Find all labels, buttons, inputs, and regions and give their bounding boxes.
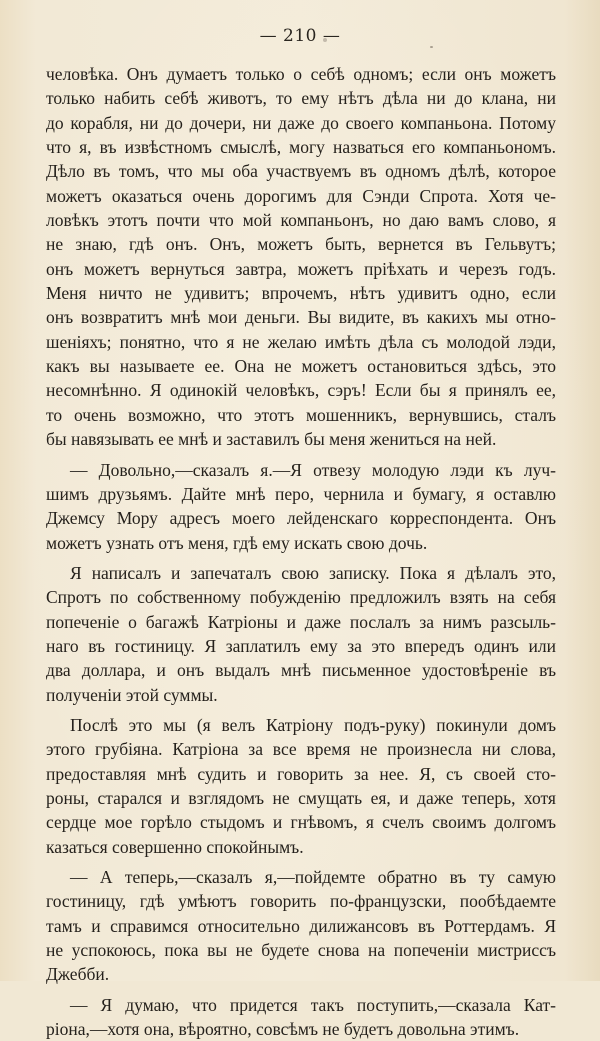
paragraph (46, 993, 556, 1041)
text-line: сердце мое горѣло стыдомъ и гнѣвомъ, я счелъ своимъ долгомъ (46, 812, 556, 833)
paper-speck (323, 38, 327, 42)
text-line: только набить себѣ животъ, то ему нѣтъ дѣла ни до клана, ни (46, 88, 556, 109)
text-line: что я, въ извѣстномъ смыслѣ, могу назваться его компаньономъ. (46, 137, 556, 158)
page-number: — 210 — (259, 26, 341, 46)
text-line: бы навязывать ее мнѣ и заставилъ бы меня жениться на ней. (46, 429, 497, 450)
text-line: полученіи этой суммы. (46, 684, 218, 705)
text-line: можетъ узнать отъ меня, гдѣ ему искать свою дочь. (46, 532, 428, 553)
text-line: до корабля, ни до дочери, ни даже до своего компаньона. Потому (46, 112, 556, 133)
text-line: Дѣло въ томъ, что мы оба участвуемъ въ одномъ дѣлѣ, которое (46, 161, 556, 182)
text-line: наго въ гостиницу. Я заплатилъ ему за это впередъ одинъ или (46, 635, 556, 656)
paragraph (46, 458, 556, 555)
text-line: ріона,—хотя она, вѣроятно, совсѣмъ не будетъ довольна этимъ. (46, 1019, 520, 1040)
paper-speck (298, 945, 300, 947)
text-line: предоставляя мнѣ судить и говорить за нее. Я, съ своей сто- (46, 763, 556, 784)
text-line: онъ возвратитъ мнѣ мои деньги. Вы видите, въ какихъ мы отно- (46, 307, 556, 328)
text-line: не знаю, гдѣ онъ. Онъ, можетъ быть, вернется въ Гельвутъ; (46, 234, 556, 255)
text-line: человѣка. Онъ думаетъ только о себѣ одномъ; если онъ можетъ (46, 64, 556, 84)
text-line: шеніяхъ; понятно, что я не желаю имѣть дѣла съ молодой лэди, (46, 331, 556, 352)
text-line: ловѣкъ этотъ почти что мой компаньонъ, но даю вамъ слово, я (46, 210, 556, 231)
text-line: попеченіе о багажѣ Катріоны и даже послалъ за нимъ разсыль- (46, 611, 556, 632)
text-line: гостиницу, гдѣ умѣютъ говорить по-французски, пообѣдаемте (46, 891, 556, 912)
text-line: Я написалъ и запечаталъ свою записку. Пока я дѣлалъ это, (70, 562, 556, 583)
paragraph (46, 713, 556, 859)
text-line: Меня ничто не удивитъ; впрочемъ, нѣтъ удивитъ одно, если (46, 283, 556, 304)
text-line: казаться совершенно спокойнымъ. (46, 836, 304, 857)
text-line: шимъ друзьямъ. Дайте мнѣ перо, чернила и бумагу, я оставлю (46, 483, 556, 504)
text-line: Джебби. (46, 964, 110, 985)
text-line: Спротъ по собственному побужденію предложилъ взять на себя (46, 587, 556, 608)
text-line: — Я думаю, что придется такъ поступить,—сказала Кат- (70, 994, 556, 1015)
paper-speck (430, 46, 433, 48)
text-line: тамъ и справимся относительно дилижансовъ въ Роттердамъ. Я (46, 915, 556, 936)
text-line: какъ вы называете ее. Она не можетъ остановиться здѣсь, это (46, 356, 556, 377)
text-line: роны, старался и взглядомъ не смущать ея, и даже теперь, хотя (46, 787, 556, 808)
text-line: этого грубіяна. Катріона за все время не произнесла ни слова, (46, 739, 556, 760)
text-line: несомнѣнно. Я одинокій человѣкъ, сэръ! Если бы я принялъ ее, (46, 380, 556, 401)
text-line: два доллара, и онъ выдалъ мнѣ письменное удостовѣреніе въ (46, 660, 556, 681)
page-text (46, 62, 556, 1041)
text-line: можетъ оказаться очень дорогимъ для Сэнди Спрота. Хотя че- (46, 185, 556, 206)
text-line: то очень возможно, что этотъ мошенникъ, вернувшись, сталъ (46, 404, 556, 425)
paragraph (46, 865, 556, 987)
text-line: Джемсу Мору адресъ моего лейденскаго корреспондента. Онъ (46, 508, 556, 529)
text-line: — А теперь,—сказалъ я,—пойдемте обратно въ ту самую (70, 867, 556, 887)
text-line: не успокоюсь, пока вы не будете снова на попеченіи мистриссъ (46, 940, 556, 961)
text-line: онъ можетъ вернуться завтра, можетъ пріѣхать и черезъ годъ. (46, 258, 556, 279)
text-line: — Довольно,—сказалъ я.—Я отвезу молодую лэди къ луч- (70, 459, 556, 480)
paragraph (46, 62, 556, 452)
paragraph (46, 561, 556, 707)
text-line: Послѣ это мы (я велъ Катріону подъ-руку) покинули домъ (70, 714, 556, 735)
